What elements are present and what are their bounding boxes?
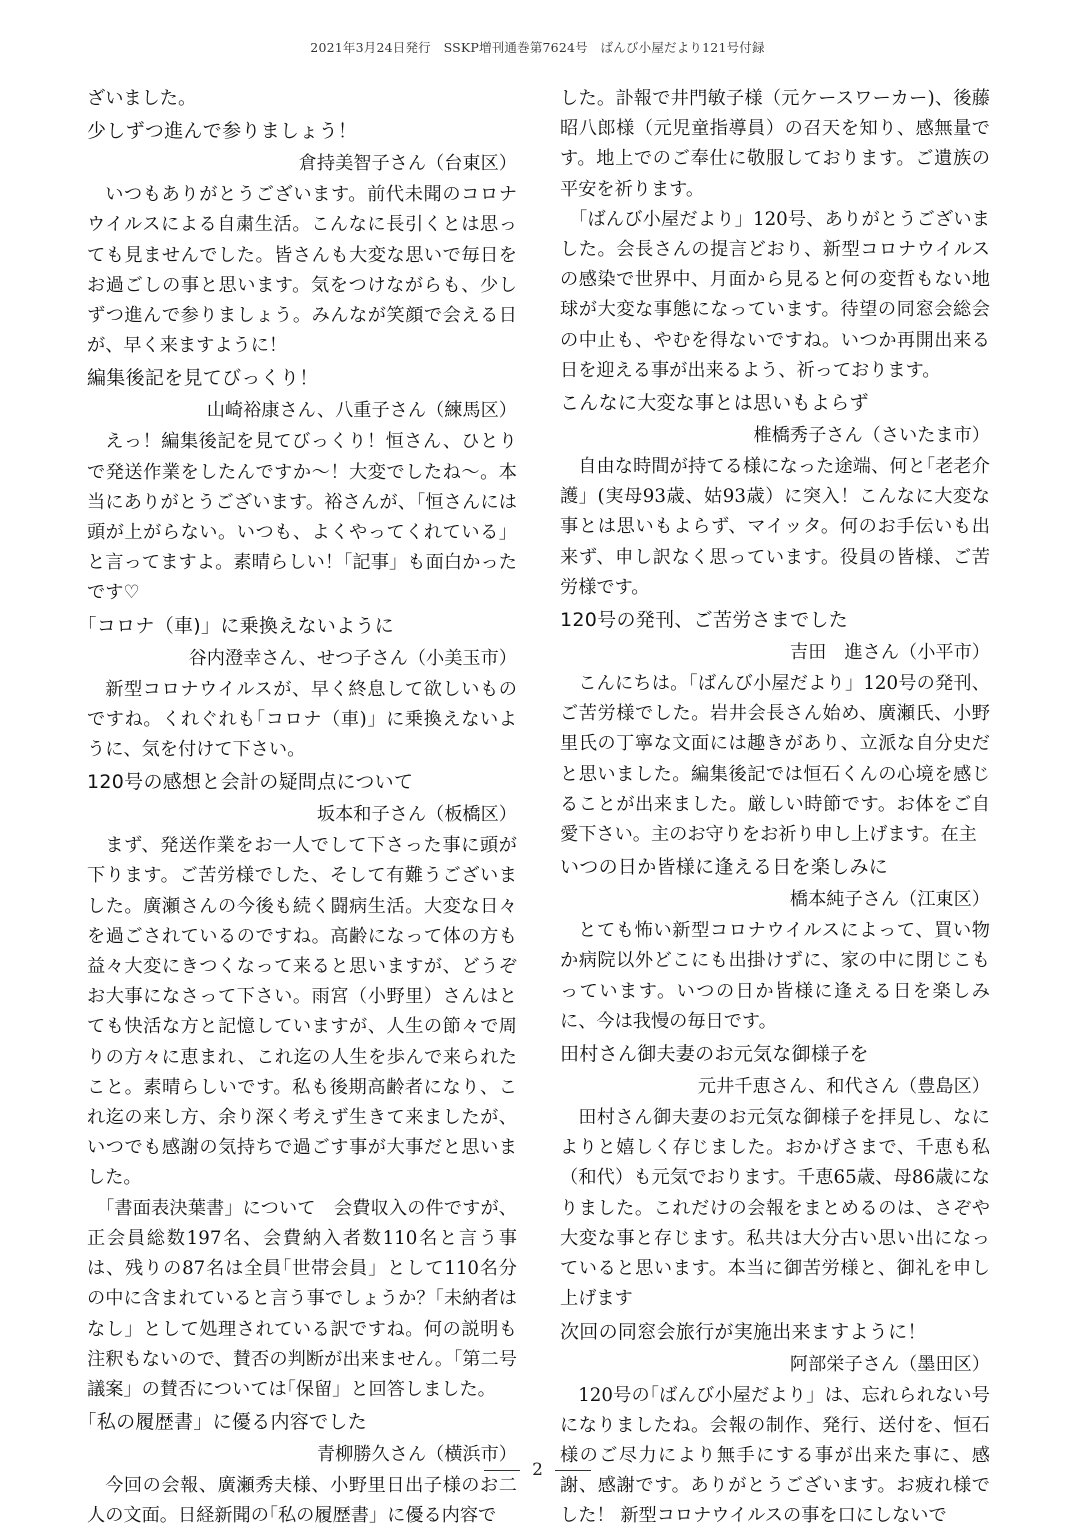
article-title: 120号の発刊、ご苦労さまでした	[560, 609, 849, 632]
article-author: 椎橋秀子さん（さいたま市）	[753, 425, 990, 447]
article-paragraph: 田村さん御夫妻のお元気な御様子を拝見し、なによりと嬉しく存じました。おかげさまで、千恵も私（和代）も元気でおります。千恵65歳、母86歳になりました。これだけの会報をまとめるのは、さぞや大変な事と存じます。私共は大分古い思い出になっていると思います。本当に御苦労様と、御礼を申し上げます	[560, 1107, 990, 1310]
article-title: 次回の同窓会旅行が実施出来ますように！	[560, 1320, 927, 1343]
article-title: 少しずつ進んで参りましょう！	[87, 120, 358, 143]
article-paragraph: 今回の会報、廣瀬秀夫様、小野里日出子様のお二人の文面。日経新聞の｢私の履歴書」に優る内容で	[87, 1475, 517, 1527]
article-author: 阿部栄子さん（墨田区）	[789, 1353, 990, 1375]
article-author: 元井千恵さん、和代さん（豊島区）	[697, 1076, 990, 1098]
article-title: ｢私の履歴書」に優る内容でした	[87, 1411, 368, 1434]
right-column	[560, 84, 990, 1532]
article-paragraph: まず、発送作業をお一人でして下さった事に頭が下ります。ご苦労様でした、そして有難うございました。廣瀬さんの今後も続く闘病生活。大変な日々を過ごされているのですね。高齢になって体の方も益々大変にきつくなって来ると思いますが、どうぞお大事になさって下さい。雨宮（小野里）さんはとても快活な方と記憶していますが、人生の節々で周りの方々に恵まれ、これ迄の人生を歩んで来られたこと。素晴らしいです。私も後期高齢者になり、これ迄の来し方、余り深く考えず生きて来ましたが、いつでも感謝の気持ちで過ごす事が大事だと思いました。	[87, 835, 517, 1189]
article-title: いつの日か皆様に逢える日を楽しみに	[560, 856, 889, 879]
article-title: ｢コロナ（車)」に乗換えないように	[87, 614, 395, 637]
continued-text: ざいました。	[87, 88, 197, 109]
article-author: 橋本純子さん（江東区）	[789, 889, 990, 911]
article-title: こんなに大変な事とは思いもよらず	[560, 392, 869, 415]
article-paragraph: 120号の｢ばんび小屋だより」は、忘れられない号になりましたね。会報の制作、発行、送付を、恒石様のご尽力により無手にする事が出来た事に、感謝、感謝です。ありがとうございます。お疲れ様でした！ 新型コロナウイルスの事を口にしないで	[560, 1384, 990, 1527]
page-number: 2	[532, 1460, 543, 1480]
article-author: 谷内澄幸さん、せつ子さん（小美玉市）	[188, 647, 517, 669]
continued-text: した。訃報で井門敏子様（元ケースワーカー)、後藤昭八郎様（元児童指導員）の召天を知り、感無量です。地上でのご奉仕に敬服しております。ご遺族の平安を祈ります。	[560, 88, 990, 200]
issue-header: 2021年3月24日発行 SSKP増刊通巻第7624号 ばんび小屋だより121号付録	[310, 40, 765, 55]
article-paragraph: ｢書面表決葉書」について 会費収入の件ですが、正会員総数197名、会費納入者数110名と言う事は、残りの87名は全員｢世帯会員」として110名分の中に含まれていると言う事でしょうか？｢未納者はなし」として処理されている訳ですね。何の説明も注釈もないので、賛否の判断が出来ません。｢第二号議案」の賛否については｢保留」と回答しました。	[87, 1197, 517, 1400]
article-paragraph: えっ！編集後記を見てびっくり！恒さん、ひとりで発送作業をしたんですか～！大変でしたね～。本当にありがとうございます。裕さんが、｢恒さんには頭が上がらない。いつも、よくやってくれている」と言ってますよ。素晴らしい！｢記事」も面白かったです♡	[87, 431, 517, 604]
page-footer	[0, 1460, 1075, 1480]
article-paragraph: 新型コロナウイルスが、早く終息して欲しいものですね。くれぐれも｢コロナ（車)」に乗換えないように、気を付けて下さい。	[87, 678, 517, 761]
article-paragraph: こんにちは。｢ばんび小屋だより」120号の発刊、ご苦労様でした。岩井会長さん始め、廣瀬氏、小野里氏の丁寧な文面には趣きがあり、立派な自分史だと思いました。編集後記では恒石くんの心境を感じることが出来ました。厳しい時節です。お体をご自愛下さい。主のお守りをお祈り申し上げます。在主	[560, 673, 990, 846]
article-title: 田村さん御夫妻のお元気な御様子を	[560, 1043, 869, 1066]
article-title: 編集後記を見てびっくり！	[87, 367, 319, 390]
article-title: 120号の感想と会計の疑問点について	[87, 771, 414, 794]
article-paragraph: ｢ばんび小屋だより」120号、ありがとうございました。会長さんの提言どおり、新型コロナウイルスの感染で世界中、月面から見ると何の変哲もない地球が大変な事態になっています。待望の同窓会総会の中止も、やむを得ないですね。いつか再開出来る日を迎える事が出来るよう、祈っております。	[560, 208, 990, 381]
article-author: 青柳勝久さん（横浜市）	[316, 1444, 517, 1466]
article-paragraph: いつもありがとうございます。前代未聞のコロナウイルスによる自粛生活。こんなに長引くとは思っても見ませんでした。皆さんも大変な思いで毎日をお過ごしの事と思います。気をつけながらも、少しずつ進んで参りましょう。みんなが笑顔で会える日が、早く来ますように！	[87, 184, 517, 357]
article-author: 坂本和子さん（板橋区）	[316, 804, 517, 826]
left-column	[87, 84, 517, 1532]
article-author: 山崎裕康さん、八重子さん（練馬区）	[206, 400, 517, 422]
article-author: 倉持美智子さん（台東区）	[298, 153, 517, 175]
article-paragraph: とても怖い新型コロナウイルスによって、買い物か病院以外どこにも出掛けずに、家の中に閉じこもっています。いつの日か皆様に逢える日を楽しみに、今は我慢の毎日です。	[560, 920, 990, 1032]
footer-rule-left	[484, 1470, 520, 1471]
article-author: 吉田 進さん（小平市）	[789, 642, 990, 664]
article-paragraph: 自由な時間が持てる様になった途端、何と｢老老介護」(実母93歳、姑93歳）に突入！こんなに大変な事とは思いもよらず、マイッタ。何のお手伝いも出来ず、申し訳なく思っています。役員の皆様、ご苦労様です。	[560, 456, 990, 598]
footer-rule-right	[555, 1470, 591, 1471]
